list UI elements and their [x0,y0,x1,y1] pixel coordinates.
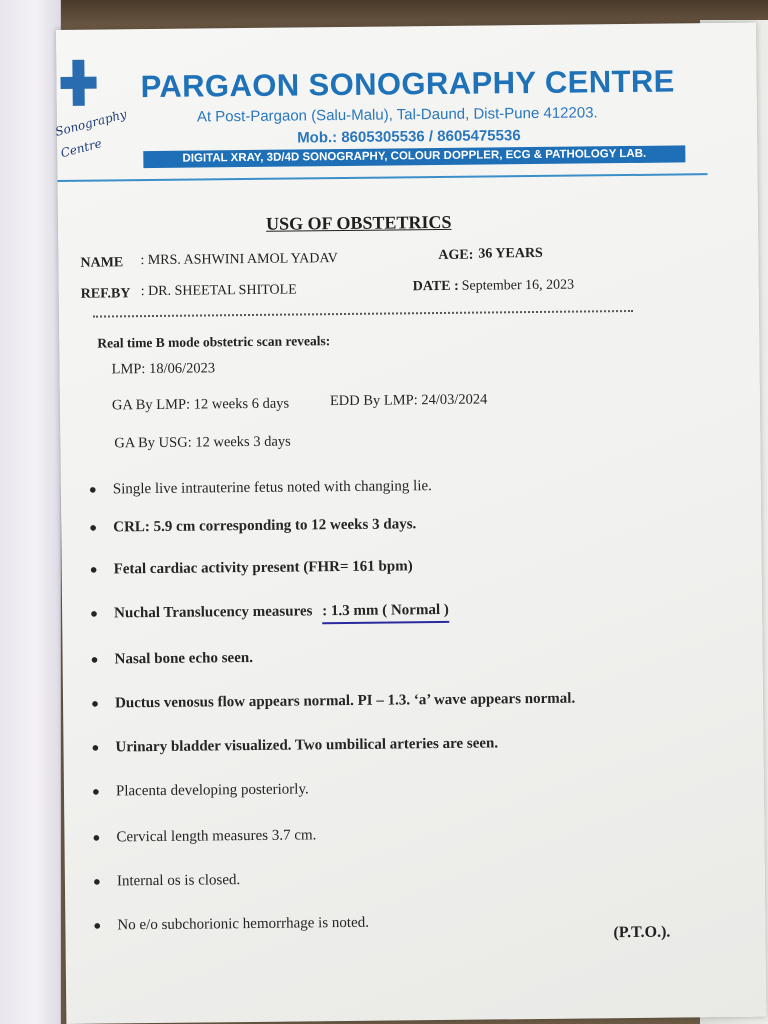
bullet-icon: ● [91,783,100,799]
bullet-icon: ● [90,651,99,667]
finding-item: ● Fetal cardiac activity present (FHR= 161 bpm) [89,558,413,578]
centre-logo [53,55,137,176]
pto-note: (P.T.O.). [613,923,671,942]
refby-value: : DR. SHEETAL SHITOLE [140,282,297,300]
finding-item: ● Single live intrauterine fetus noted with changing lie. [88,478,432,498]
finding-item: ● Cervical length measures 3.7 cm. [92,827,317,846]
bullet-icon: ● [92,829,101,845]
name-value: : MRS. ASHWINI AMOL YADAV [140,251,338,269]
finding-item: ● Ductus venosus flow appears normal. PI – 1.3. ‘a’ wave appears normal. [90,690,576,712]
finding-item: ● Placenta developing posteriorly. [91,781,309,800]
finding-item-nt: ● Nuchal Translucency measures : 1.3 mm ( Normal ) [90,602,449,627]
ga-lmp-line: GA By LMP: 12 weeks 6 days [111,395,290,414]
services-banner: DIGITAL XRAY, 3D/4D SONOGRAPHY, COLOUR DOPPLER, ECG & PATHOLOGY LAB. [143,145,685,168]
bullet-icon: ● [89,561,98,577]
edd-lmp-line: EDD By LMP: 24/03/2024 [329,391,488,410]
medical-cross-icon [60,60,96,106]
finding-item: ● Nasal bone echo seen. [90,649,254,668]
bullet-icon: ● [92,873,101,889]
age-label: AGE: [438,247,474,264]
ga-usg-line: GA By USG: 12 weeks 3 days [114,433,291,452]
centre-address: At Post-Pargaon (Salu-Malu), Tal-Daund, Dist-Pune 412203. [196,104,598,126]
finding-item: ● Urinary bladder visualized. Two umbilical arteries are seen. [91,735,499,756]
bullet-icon: ● [91,739,100,755]
age-value: 36 YEARS [478,245,543,262]
finding-item: ● No e/o subchorionic hemorrhage is noted. [93,914,370,934]
finding-item: ● CRL: 5.9 cm corresponding to 12 weeks 3 days. [89,516,417,536]
logo-script: Sonography Centre [53,106,129,161]
scan-intro: Real time B mode obstetric scan reveals: [97,333,331,351]
refby-label: REF.BY [80,286,131,302]
date-label: DATE : [412,278,459,295]
report-title: USG OF OBSTETRICS [265,211,452,234]
left-page-edge [0,0,61,1024]
separator [93,310,633,318]
centre-name: PARGAON SONOGRAPHY CENTRE [140,63,675,105]
letterhead [53,23,708,182]
centre-mobile: Mob.: 8605305536 / 8605475536 [297,127,521,147]
report-sheet [53,23,766,1024]
bullet-icon: ● [90,695,99,711]
date-value: September 16, 2023 [461,277,575,294]
name-label: NAME [80,255,124,271]
bullet-icon: ● [90,605,99,621]
bullet-icon: ● [93,917,102,933]
bullet-icon: ● [88,481,97,497]
lmp-line: LMP: 18/06/2023 [111,360,216,378]
nt-value: : 1.3 mm ( Normal ) [322,602,449,624]
bullet-icon: ● [89,519,98,535]
finding-item: ● Internal os is closed. [92,872,241,890]
